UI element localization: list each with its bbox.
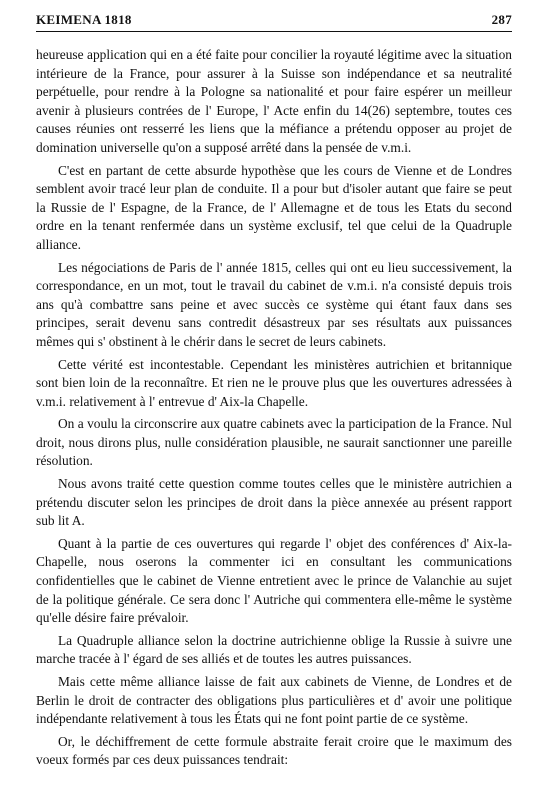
paragraph: Mais cette même alliance laisse de fait aux cabinets de Vienne, de Londres et de Berlin le droit de contracter des obligations plus particulières et d' avoir une politique indépendante relativement à tous les États qui ne font point partie de ce système. <box>36 674 512 727</box>
paragraph: Quant à la partie de ces ouvertures qui regarde l' objet des conférences d' Aix-la-Chapelle, nous oserons la commenter ici en consultant les communications confidentielles que le cabinet de Vienne entretient avec le prince de Valanchie au sujet de la politique générale. Ce sera donc l' Autriche qui commentera elle-même le système qu'elle désire faire prévaloir. <box>36 535 512 626</box>
paragraph: La Quadruple alliance selon la doctrine autrichienne oblige la Russie à suivre une marche tracée à l' égard de ses alliés et de toutes les autres puissances. <box>36 632 512 667</box>
paragraph-continued: heureuse application qui en a été faite pour concilier la royauté légitime avec la situation intérieure de la France, pour assurer à la Suisse son indépendance et sa neutralité perpétuelle, pour rendre à la Pologne sa nationalité et pour faire espérer un meilleur avenir à plusieurs contrées de l' Europe, l' Acte enfin du 14(26) septembre, toutes ces causes réunies ont resserré les liens que la méfiance a prétendu opposer au projet de domination universelle qu'on a supposé arrêté dans la pensée de v.m.i. <box>36 47 512 155</box>
running-title: KEIMENA 1818 <box>36 12 132 27</box>
paragraph: Cette vérité est incontestable. Cependant les ministères autrichien et britannique sont bien loin de la reconnaître. Et rien ne le prouve plus que les ouvertures adressées à v.m.i. relativement à l' entrevue d' Aix-la Chapelle. <box>36 356 512 409</box>
body-text <box>36 46 512 770</box>
paragraph: Nous avons traité cette question comme toutes celles que le ministère autrichien a prétendu discuter selon les principes de droit dans la pièce annexée au présent rapport sub lit A. <box>36 476 512 529</box>
paragraph: On a voulu la circonscrire aux quatre cabinets avec la participation de la France. Nul droit, nous dirons plus, nulle considération plausible, ne saurait sanctionner une pareille résolution. <box>36 416 512 469</box>
paragraph: C'est en partant de cette absurde hypothèse que les cours de Vienne et de Londres semblent avoir tracé leur plan de conduite. Il a pour but d'isoler autant que faire se peut la Russie de l' Espagne, de la France, de l' Allemagne et de tous les Etats du second ordre en la tenant renfermée dans un système exclusif, tel que celui de la Quadruple alliance. <box>36 162 512 252</box>
paragraph: Les négociations de Paris de l' année 1815, celles qui ont eu lieu successivement, la correspondance, en un mot, tout le travail du cabinet de v.m.i. n'a consisté depuis trois ans qu'à combattre sans peine et avec succès ce système qui étant faux dans ses principes, serait devenu sans contredit désastreux par ses résultats aux puissances mêmes qui s' obstinent à le chérir dans le secret de leurs cabinets. <box>36 259 512 349</box>
running-header <box>36 12 512 32</box>
page-number: 287 <box>491 12 512 27</box>
paragraph: Or, le déchiffrement de cette formule abstraite ferait croire que le maximum des voeux formés par ces deux puissances tendrait: <box>36 733 512 768</box>
